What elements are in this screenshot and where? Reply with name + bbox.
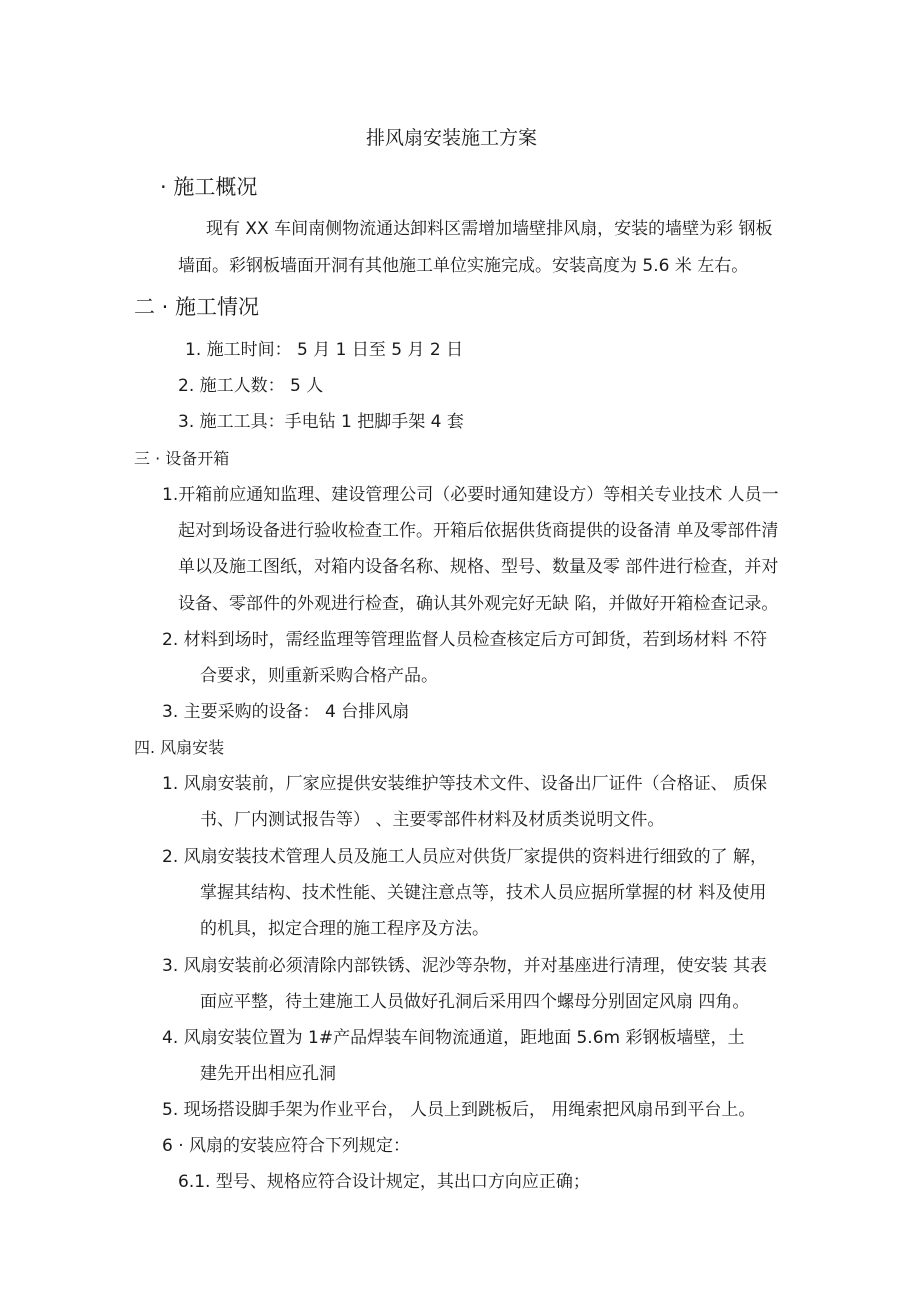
section-4-item-2-line-2: 掌握其结构、技术性能、关键注意点等，技术人员应据所掌握的材 料及使用	[200, 883, 767, 903]
section-2-item-2: 2. 施工人数： 5 人	[178, 376, 324, 396]
section-3-item-1-line-2: 起对到场设备进行验收检查工作。开箱后依据供货商提供的设备清 单及零部件清	[178, 521, 779, 541]
section-4-item-6-1: 6.1. 型号、规格应符合设计规定，其出口方向应正确；	[178, 1172, 590, 1192]
section-4-heading: 四. 风扇安装	[134, 738, 225, 757]
section-4-item-5: 5. 现场搭设脚手架为作业平台， 人员上到跳板后， 用绳索把风扇吊到平台上。	[162, 1100, 756, 1120]
section-3-item-3: 3. 主要采购的设备： 4 台排风扇	[162, 702, 410, 722]
section-4-item-4-line-1: 4. 风扇安装位置为 1#产品焊装车间物流通道，距地面 5.6m 彩钢板墙壁，土	[162, 1028, 745, 1048]
section-4-item-3-line-1: 3. 风扇安装前必须清除内部铁锈、泥沙等杂物，并对基座进行清理，使安装 其表	[162, 956, 768, 976]
section-4-item-6: 6 · 风扇的安装应符合下列规定：	[162, 1136, 411, 1156]
section-1-paragraph-line-1: 现有 XX 车间南侧物流通达卸料区需增加墙壁排风扇，安装的墙壁为彩 钢板	[206, 219, 773, 239]
section-3-item-2-line-1: 2. 材料到场时，需经监理等管理监督人员检查核定后方可卸货，若到场材料 不符	[162, 630, 768, 650]
section-3-item-1-line-4: 设备、零部件的外观进行检查，确认其外观完好无缺 陷，并做好开箱检查记录。	[178, 594, 779, 614]
section-3-item-1-line-1: 1.开箱前应通知监理、建设管理公司（必要时通知建设方）等相关专业技术 人员一	[162, 485, 779, 505]
section-2-heading: 二 · 施工情况	[134, 295, 260, 319]
section-3-item-1-line-3: 单以及施工图纸，对箱内设备名称、规格、型号、数量及零 部件进行检查，并对	[178, 557, 779, 577]
section-4-item-4-line-2: 建先开出相应孔洞	[200, 1064, 336, 1084]
section-4-item-1-line-1: 1. 风扇安装前，厂家应提供安装维护等技术文件、设备出厂证件（合格证、 质保	[162, 774, 768, 794]
section-3-item-2-line-2: 合要求，则重新采购合格产品。	[200, 666, 438, 686]
document-title: 排风扇安装施工方案	[366, 127, 538, 149]
section-2-item-1: 1. 施工时间： 5 月 1 日至 5 月 2 日	[185, 340, 464, 360]
section-4-item-1-line-2: 书、厂内测试报告等） 、主要零部件材料及材质类说明文件。	[200, 810, 665, 830]
section-1-heading: · 施工概况	[160, 175, 258, 199]
section-4-item-2-line-1: 2. 风扇安装技术管理人员及施工人员应对供货厂家提供的资料进行细致的了 解，	[162, 847, 768, 867]
section-4-item-2-line-3: 的机具，拟定合理的施工程序及方法。	[200, 919, 489, 939]
section-2-item-3: 3. 施工工具：手电钻 1 把脚手架 4 套	[178, 412, 464, 432]
section-4-item-3-line-2: 面应平整，待土建施工人员做好孔洞后采用四个螺母分别固定风扇 四角。	[200, 992, 750, 1012]
section-3-heading: 三 · 设备开箱	[134, 449, 230, 468]
section-1-paragraph-line-2: 墙面。彩钢板墙面开洞有其他施工单位实施完成。安装高度为 5.6 米 左右。	[178, 256, 749, 276]
